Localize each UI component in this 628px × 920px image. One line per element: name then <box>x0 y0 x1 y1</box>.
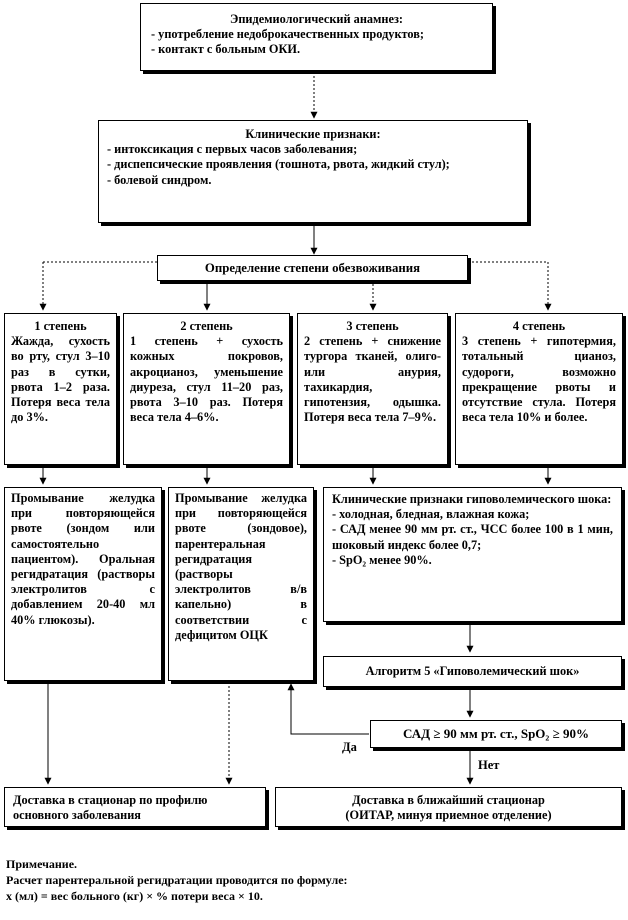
yes-label: Да <box>342 740 357 754</box>
clinical-box <box>98 120 528 223</box>
degree-2-box <box>123 313 290 465</box>
treatment-2-text: Промывание желудка при повторяющейся рвоте (зондовое), парентеральная регидратация (растворы электролитов в/в капельно) в соответствии с дефицитом ОЦК <box>175 491 307 642</box>
degree-title: 2 степень <box>180 319 233 333</box>
condition-text: САД ≥ 90 мм рт. ст., SpO₂ ≥ 90% <box>403 726 589 741</box>
degree-text: 1 степень + сухость кожных покровов, акроцианоз, уменьшение диуреза, стул 11–20 раз, рвота 3–10 раз. Потеря веса тела 4–6%. <box>130 334 283 425</box>
degree-text: 2 степень + снижение тургора тканей, олиго- или анурия, тахикардия, гипотензия, одышка. Потеря веса тела 7–9%. <box>304 334 441 425</box>
note-formula: х (мл) = вес больного (кг) × % потери веса × 10. <box>6 889 263 903</box>
shock-box <box>323 487 622 622</box>
note-block <box>6 856 348 904</box>
degree-title: 3 степень <box>346 319 399 333</box>
note-title: Примечание. <box>6 857 78 871</box>
condition-box <box>370 720 622 748</box>
delivery-1-box <box>4 787 266 827</box>
degree-text: 3 степень + гипотермия, тотальный цианоз, судороги, возможно прекращение рвоты и отсутствие стула. Потеря веса тела 10% и более. <box>462 334 616 425</box>
delivery-2-line1: Доставка в ближайший стационар <box>352 793 545 807</box>
degree-1-box <box>4 313 117 465</box>
epidemiology-title: Эпидемиологический анамнез: <box>229 12 404 26</box>
shock-item: - САД менее 90 мм рт. ст., ЧСС более 100 в 1 мин, шоковый индекс более 0,7; <box>332 522 613 552</box>
no-label: Нет <box>478 758 500 772</box>
treatment-1-text: Промывание желудка при повторяющейся рвоте (зондом или самостоятельно пациентом). Оральная регидратация (растворы электролитов с добавлением 20-40 мл 40% глюкозы). <box>11 491 155 627</box>
shock-item: - SpO₂ менее 90%. <box>332 552 432 567</box>
clinical-item: - интоксикация с первых часов заболевания; <box>107 142 358 157</box>
epidemiology-box <box>140 3 493 71</box>
shock-title: Клинические признаки гиповолемического шока: <box>332 492 612 506</box>
clinical-item: - диспепсические проявления (тошнота, рвота, жидкий стул); <box>107 157 450 172</box>
clinical-title: Клинические признаки: <box>245 127 381 141</box>
treatment-1-box <box>4 487 162 681</box>
delivery-2-line2: (ОИТАР, минуя приемное отделение) <box>345 808 552 823</box>
clinical-item: - болевой синдром. <box>107 172 212 187</box>
degree-title: 4 степень <box>512 319 566 333</box>
shock-item: - холодная, бледная, влажная кожа; <box>332 507 530 522</box>
delivery-1-text: Доставка в стационар по профилю основного заболевания <box>13 793 208 823</box>
degree-text: Жажда, сухость во рту, стул 3–10 раз в сутки, рвота 1–2 раза. Потеря веса тела до 3%. <box>11 334 110 425</box>
treatment-2-box <box>168 487 314 681</box>
dehydration-title: Определение степени обезвоживания <box>204 261 421 275</box>
epidemiology-item: - употребление недоброкачественных продуктов; <box>151 27 424 42</box>
delivery-2-box <box>275 787 622 827</box>
degree-title: 1 степень <box>34 319 87 333</box>
degree-4-box <box>455 313 623 465</box>
algorithm-text: Алгоритм 5 «Гиповолемический шок» <box>365 664 580 678</box>
epidemiology-item: - контакт с больным ОКИ. <box>151 42 301 57</box>
algorithm-box <box>323 656 622 687</box>
note-line: Расчет парентеральной регидратации проводится по формуле: <box>6 873 348 887</box>
degree-3-box <box>297 313 448 465</box>
dehydration-box <box>157 255 468 281</box>
